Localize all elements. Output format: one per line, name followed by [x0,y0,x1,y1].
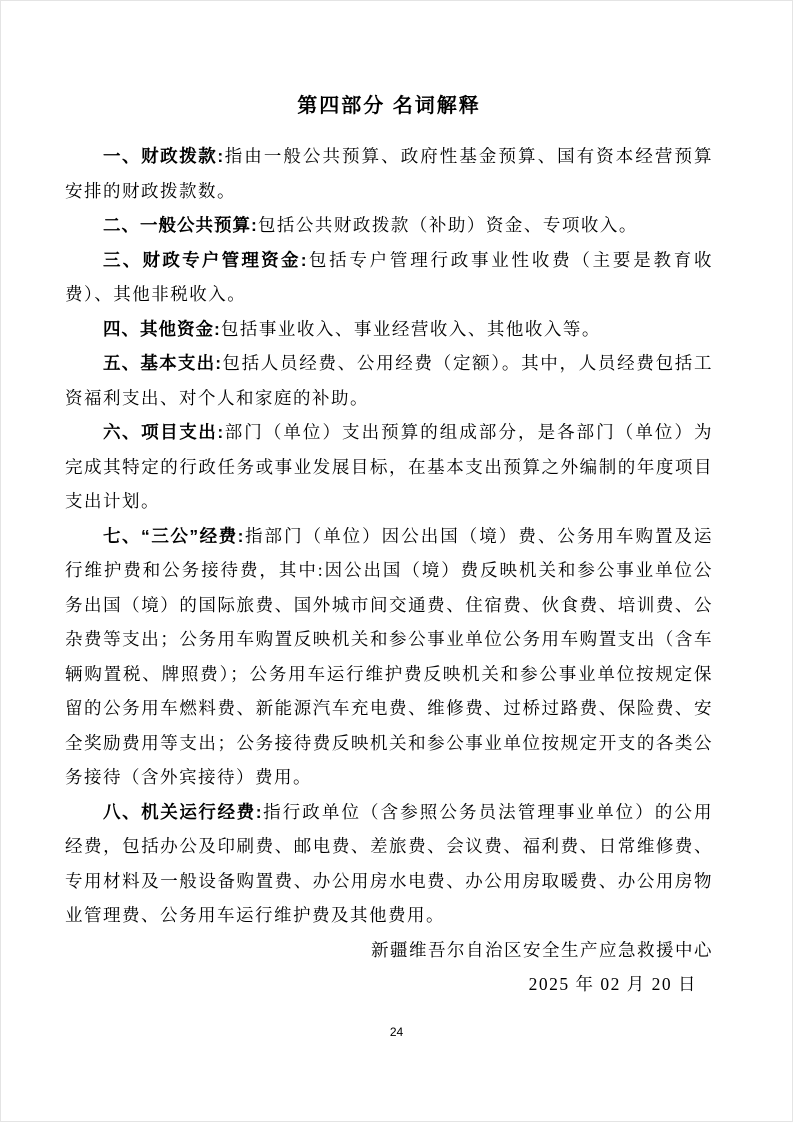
definition-paragraph [65,312,713,347]
term-label: 八、机关运行经费: [103,801,263,822]
term-definition: 包括人员经费、公用经费（定额）。其中，人员经费包括工资福利支出、对个人和家庭的补助。 [65,353,714,408]
term-label: 七、“三公”经费: [103,525,245,546]
term-definition: 指行政单位（含参照公务员法管理事业单位）的公用经费，包括办公及印刷费、邮电费、差旅费、会议费、福利费、日常维修费、专用材料及一般设备购置费、办公用房水电费、办公用房取暖费、办公用房物业管理费、公务用车运行维护费及其他费用。 [65,801,714,925]
term-label: 四、其他资金: [103,318,221,339]
definition-paragraph [65,795,713,933]
definition-paragraph [65,519,713,795]
definition-paragraph [65,208,713,243]
signature-date: 2025 年 02 月 20 日 [528,974,697,994]
term-label: 五、基本支出: [103,353,223,373]
term-definition: 指部门（单位）因公出国（境）费、公务用车购置及运行维护费和公务接待费，其中:因公出国（境）费反映机关和参公事业单位公务出国（境）的国际旅费、国外城市间交通费、住宿费、伙食费、培训费、公杂费等支出；公务用车购置反映机关和参公事业单位公务用车购置支出（含车辆购置税、牌照费）；公务用车运行维护费反映机关和参公事业单位按规定保留的公务用车燃料费、新能源汽车充电费、维修费、过桥过路费、保险费、安全奖励费用等支出；公务接待费反映机关和参公事业单位按规定开支的各类公务接待（含外宾接待）费用。 [65,525,714,787]
term-label: 一、财政拨款: [103,146,225,166]
term-definition: 包括专户管理行政事业性收费（主要是教育收费）、其他非税收入。 [65,249,714,304]
term-label: 二、一般公共预算: [103,215,258,235]
signature-organization: 新疆维吾尔自治区安全生产应急救援中心 [371,939,713,960]
document-title: 第四部分 名词解释 [297,95,481,117]
definition-paragraph [65,346,713,415]
definition-paragraph [65,415,713,519]
term-label: 三、财政专户管理资金: [103,249,308,270]
term-definition: 指由一般公共预算、政府性基金预算、国有资本经营预算安排的财政拨款数。 [65,146,714,201]
term-label: 六、项目支出: [103,422,225,442]
definition-paragraph [65,243,713,312]
page-number: 24 [389,1025,404,1039]
definition-paragraph [65,139,713,208]
document-content [65,93,713,1002]
term-definition: 部门（单位）支出预算的组成部分，是各部门（单位）为完成其特定的行政任务或事业发展目标，在基本支出预算之外编制的年度项目支出计划。 [65,422,714,511]
term-definition: 包括事业收入、事业经营收入、其他收入等。 [220,318,601,339]
term-definition: 包括公共财政拨款（补助）资金、专项收入。 [257,215,638,235]
